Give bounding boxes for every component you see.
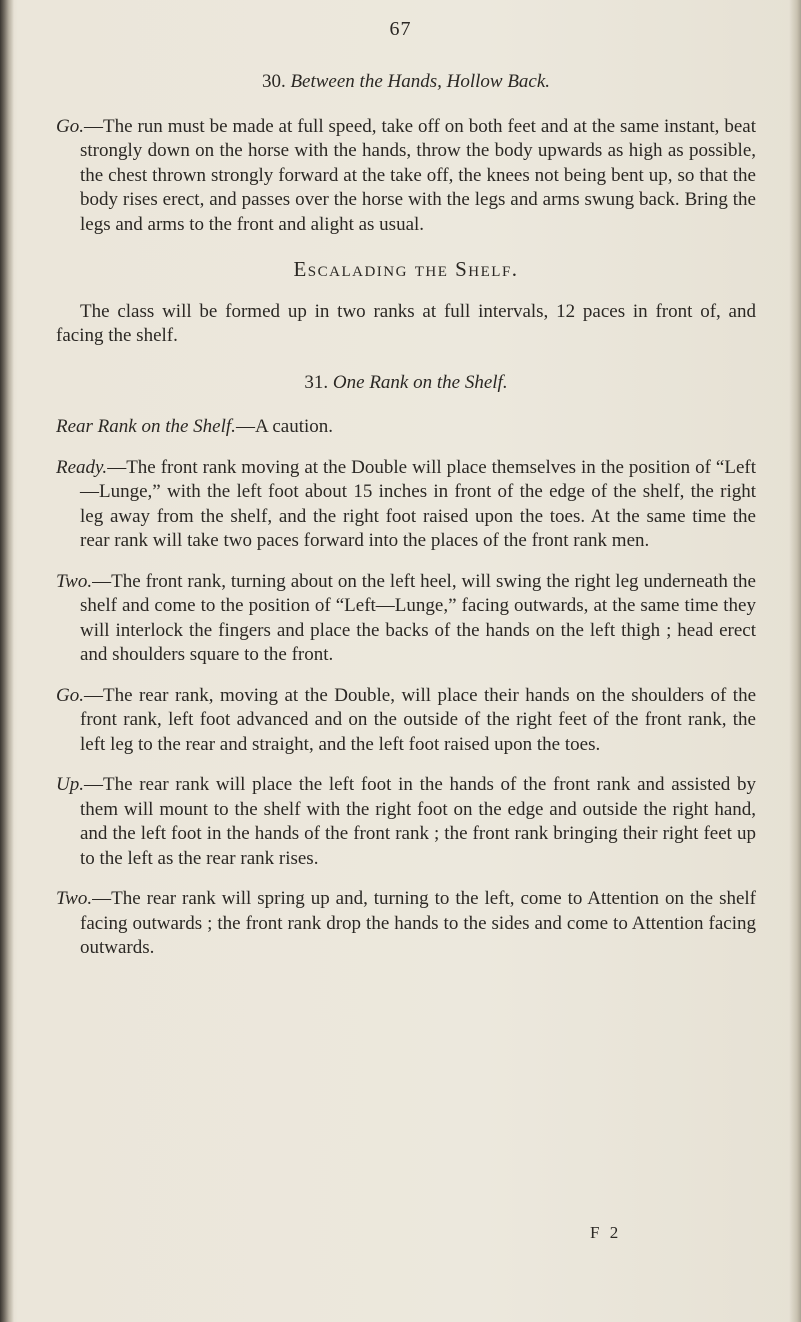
paragraph-text: —The front rank, turning about on the left heel, will swing the right leg underneath the shelf and come to the position of “Left—Lunge,” facing outwards, at the same time they will interlock the fingers and place the backs of the hands on the left thigh ; head erect and shoulders square to the front.	[80, 570, 756, 665]
paragraph-ready	[56, 456, 756, 554]
paragraph-lead: Two.	[56, 570, 93, 592]
paragraph-lead: Up.	[56, 774, 84, 795]
section-31-heading: One Rank on the Shelf.	[332, 371, 508, 393]
section-30-go-paragraph	[56, 115, 756, 238]
signature-mark: F 2	[590, 1223, 622, 1242]
escalading-intro: The class will be formed up in two ranks at full intervals, 12 paces in front of, and facing the shelf.	[56, 300, 756, 346]
paragraph-lead: Go.	[56, 684, 84, 706]
paragraph-two-final	[56, 887, 756, 961]
section-31-number: 31.	[304, 371, 329, 393]
paragraph-text: —The rear rank, moving at the Double, will place their hands on the shoulders of the front rank, left foot advanced and on the outside of the right feet of the front rank, the left leg to the rear and straight, and the left foot raised upon the toes.	[80, 684, 756, 755]
paragraph-go	[56, 684, 756, 758]
paragraph-text: —A caution.	[235, 416, 334, 437]
paragraph-text: —The front rank moving at the Double will place themselves in the position of “Left—Lunge,” with the left foot about 15 inches in front of the edge of the shelf, the right leg away from the shelf, and the right foot raised upon the toes. At the same time the rear rank will take two paces forward into the places of the front rank men.	[80, 456, 756, 551]
go-lead: Go.	[56, 115, 84, 137]
paragraph-text: —The rear rank will place the left foot in the hands of the front rank and assisted by them will mount to the shelf with the right foot on the edge and outside the right hand, and the left foot in the hands of the front rank ; the front rank bringing their right feet up to the left as the rear rank rises.	[80, 774, 756, 869]
paragraph-two	[56, 570, 756, 668]
section-30-number: 30.	[261, 71, 286, 92]
paragraph-rear-rank	[56, 415, 756, 440]
go-text: —The run must be made at full speed, take off on both feet and at the same instant, beat strongly down on the horse with the hands, throw the body upwards as high as possible, the chest thrown strongly forward at the take off, the knees not being bent up, so that the body rises erect, and passes over the horse with the legs and arms swung back. Bring the legs and arms to the front and alight as usual.	[80, 115, 756, 235]
page-number: 67	[389, 18, 412, 40]
paragraph-up	[56, 773, 756, 871]
paragraph-lead: Ready.	[56, 456, 108, 478]
escalading-heading: Escalading the Shelf.	[293, 257, 519, 281]
book-binding-edge	[0, 0, 14, 1322]
paragraph-text: —The rear rank will spring up and, turning to the left, come to Attention on the shelf facing outwards ; the front rank drop the hands to the sides and come to Attention facing outwards.	[80, 888, 756, 958]
paragraph-lead: Two.	[56, 888, 93, 909]
section-30-title	[56, 70, 756, 95]
page-right-edge	[789, 0, 801, 1322]
section-30-heading: Between the Hands, Hollow Back.	[290, 71, 551, 92]
page-content	[56, 70, 756, 977]
section-31-title	[56, 371, 756, 396]
paragraph-lead: Rear Rank on the Shelf.	[56, 416, 236, 437]
